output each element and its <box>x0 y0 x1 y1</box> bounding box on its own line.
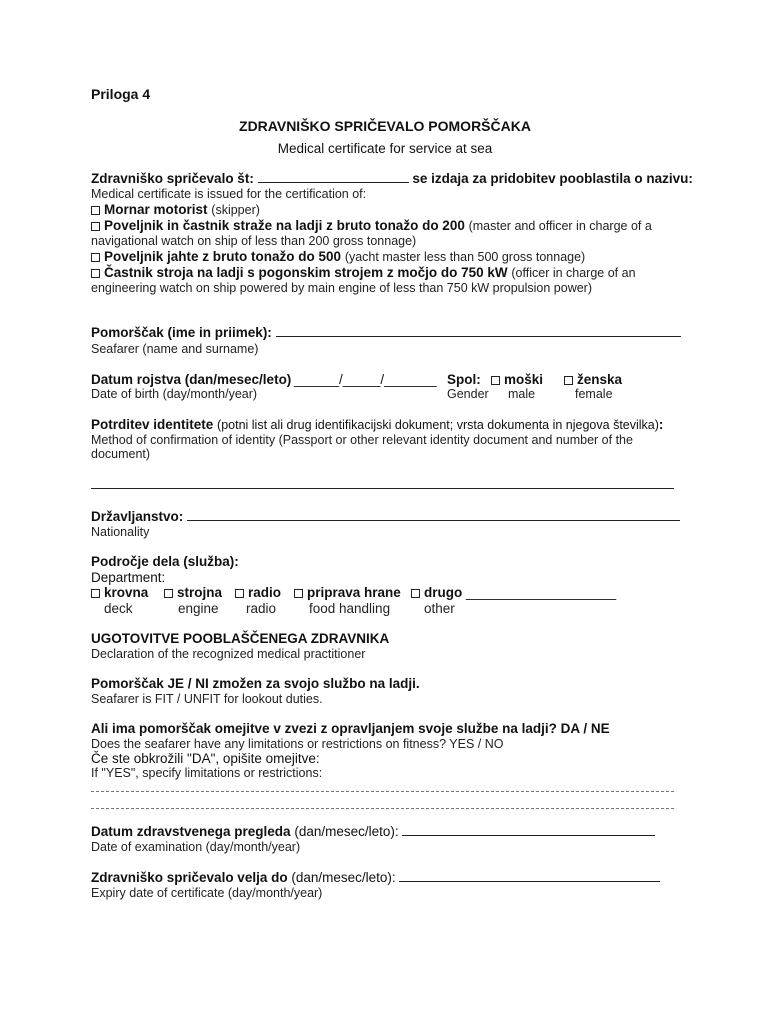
checkbox[interactable] <box>164 589 173 598</box>
department-en: Department: <box>91 570 166 585</box>
expiry-date-field[interactable] <box>399 870 660 882</box>
certificate-number-label: Zdravniško spričevalo št: <box>91 171 254 186</box>
department-option-radio[interactable]: radio <box>235 585 281 601</box>
gender-female-en: female <box>575 387 613 401</box>
expiry-date-label: Zdravniško spričevalo velja do <box>91 870 288 885</box>
dob-label: Datum rojstva (dan/mesec/leto) <box>91 372 292 387</box>
certification-option-2[interactable]: Poveljnik in častnik straže na ladji z bruto tonažo do 200 (master and officer in charge of a <box>91 218 681 234</box>
certification-option-1[interactable]: Mornar motorist (skipper) <box>91 202 681 218</box>
exam-date-field[interactable] <box>402 824 655 836</box>
expiry-date-en: Expiry date of certificate (day/month/year) <box>91 886 323 900</box>
exam-date-row: Datum zdravstvenega pregleda (dan/mesec/leto): <box>91 824 681 840</box>
exam-date-label: Datum zdravstvenega pregleda <box>91 824 291 839</box>
nationality-en: Nationality <box>91 525 150 539</box>
limitations-field-line-2[interactable] <box>91 808 674 809</box>
gender-male-en: male <box>508 387 536 401</box>
form-subtitle: Medical certificate for service at sea <box>277 141 493 156</box>
declaration-en: Declaration of the recognized medical practitioner <box>91 647 366 661</box>
fitness-statement: Pomorščak JE / NI zmožen za svojo službo na ladji. <box>91 676 420 691</box>
department-label: Področje dela (služba): <box>91 554 239 569</box>
checkbox[interactable] <box>91 253 100 262</box>
gender-male-option[interactable]: moški <box>491 372 561 388</box>
seafarer-name-field[interactable] <box>276 325 681 337</box>
checkbox[interactable] <box>491 376 500 385</box>
department-option-radio-en: radio <box>246 601 277 616</box>
certificate-number-row <box>91 171 693 187</box>
limitations-instruction-en: If "YES", specify limitations or restrictions: <box>91 766 323 780</box>
limitations-en: Does the seafarer have any limitations or restrictions on fitness? YES / NO <box>91 737 504 751</box>
identity-label-row: Potrditev identitete (potni list ali drug identifikacijski dokument; vrsta dokumenta in njegova številka): <box>91 417 664 432</box>
certificate-purpose-label: se izdaja za pridobitev pooblastila o nazivu: <box>412 171 693 186</box>
form-title: ZDRAVNIŠKO SPRIČEVALO POMORŠČAKA <box>239 118 531 134</box>
certification-option-3[interactable]: Poveljnik jahte z bruto tonažo do 500 (yacht master less than 500 gross tonnage) <box>91 249 681 265</box>
nationality-field[interactable] <box>187 509 680 521</box>
checkbox[interactable] <box>91 206 100 215</box>
checkbox[interactable] <box>91 589 100 598</box>
certificate-purpose-en: Medical certificate is issued for the certification of: <box>91 187 367 201</box>
checkbox[interactable] <box>411 589 420 598</box>
department-option-engine-en: engine <box>178 601 219 616</box>
checkbox[interactable] <box>294 589 303 598</box>
gender-female-option[interactable]: ženska <box>564 372 644 388</box>
fitness-en: Seafarer is FIT / UNFIT for lookout duties. <box>91 692 323 706</box>
department-option-deck[interactable]: krovna <box>91 585 148 601</box>
department-option-other-en: other <box>424 601 455 616</box>
seafarer-name-row <box>91 325 681 341</box>
department-option-other[interactable]: drugo ____________________ <box>411 585 616 601</box>
dob-en: Date of birth (day/month/year) <box>91 387 258 401</box>
nationality-label: Državljanstvo: <box>91 509 184 524</box>
department-option-food[interactable]: priprava hrane <box>294 585 401 601</box>
checkbox[interactable] <box>235 589 244 598</box>
checkbox[interactable] <box>91 222 100 231</box>
department-option-deck-en: deck <box>104 601 133 616</box>
identity-field[interactable] <box>91 488 674 489</box>
certificate-number-field[interactable] <box>258 171 409 183</box>
gender-label: Spol: <box>447 372 481 387</box>
expiry-date-row: Zdravniško spričevalo velja do (dan/mesec/leto): <box>91 870 681 886</box>
gender-en: Gender <box>447 387 489 401</box>
identity-en-2: document) <box>91 447 151 461</box>
seafarer-name-en: Seafarer (name and surname) <box>91 342 259 356</box>
checkbox[interactable] <box>91 269 100 278</box>
limitations-field-line-1[interactable] <box>91 791 674 792</box>
department-option-food-en: food handling <box>309 601 391 616</box>
department-other-field[interactable]: ____________________ <box>466 585 617 600</box>
identity-en: Method of confirmation of identity (Passport or other relevant identity document and number of the <box>91 433 633 447</box>
certification-option-2-en: navigational watch on ship of less than 200 gross tonnage) <box>91 234 417 248</box>
certification-option-4-en: engineering watch on ship powered by main engine of less than 750 kW propulsion power) <box>91 281 592 295</box>
certification-option-4[interactable]: Častnik stroja na ladji s pogonskim strojem z močjo do 750 kW (officer in charge of an <box>91 265 681 281</box>
checkbox[interactable] <box>564 376 573 385</box>
exam-date-en: Date of examination (day/month/year) <box>91 840 301 854</box>
declaration-heading: UGOTOVITVE POOBLAŠČENEGA ZDRAVNIKA <box>91 631 390 646</box>
department-option-engine[interactable]: strojna <box>164 585 222 601</box>
limitations-instruction: Če ste obkrožili "DA", opišite omejitve: <box>91 751 320 766</box>
seafarer-name-label: Pomorščak (ime in priimek): <box>91 325 272 340</box>
dob-field[interactable]: ______/_____/_______ <box>294 372 437 387</box>
annex-label: Priloga 4 <box>91 86 151 102</box>
limitations-question: Ali ima pomorščak omejitve v zvezi z opravljanjem svoje službe na ladji? DA / NE <box>91 721 610 736</box>
nationality-row <box>91 509 681 525</box>
